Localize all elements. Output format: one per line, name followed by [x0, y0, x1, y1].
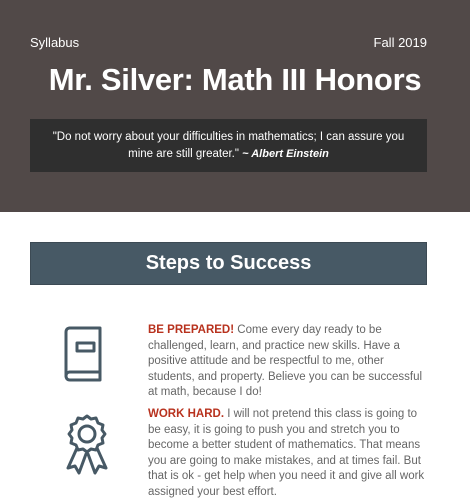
- step-text: I will not pretend this class is going to be easy, it is going to push you and stretch you to become a better student of mathematics. That means you are going to make mistakes, and at times fail. But that is ok - get help when you need it and give all work assigned your best effort.: [148, 408, 425, 498]
- ribbon-award-icon: [62, 414, 112, 474]
- quote-author: ~ Albert Einstein: [242, 148, 329, 160]
- step-lead: WORK HARD.: [148, 408, 225, 420]
- book-icon: [64, 326, 102, 382]
- step-work-hard: [148, 407, 430, 500]
- step-be-prepared: [148, 323, 430, 401]
- header: [0, 0, 470, 212]
- quote-box: [30, 119, 427, 172]
- term-label: Fall 2019: [373, 35, 427, 50]
- syllabus-label: Syllabus: [30, 35, 80, 50]
- section-heading: Steps to Success: [30, 242, 427, 285]
- step-lead: BE PREPARED!: [148, 324, 235, 336]
- page-title: Mr. Silver: Math III Honors: [48, 62, 422, 97]
- step-text: Come every day ready to be challenged, learn, and practice new skills. Have a positive attitude and be respectful to me, other students, and property. Believe you can be successful at math, because I do!: [148, 324, 423, 398]
- quote-text: "Do not worry about your difficulties in mathematics; I can assure you mine are still greater.": [52, 131, 405, 160]
